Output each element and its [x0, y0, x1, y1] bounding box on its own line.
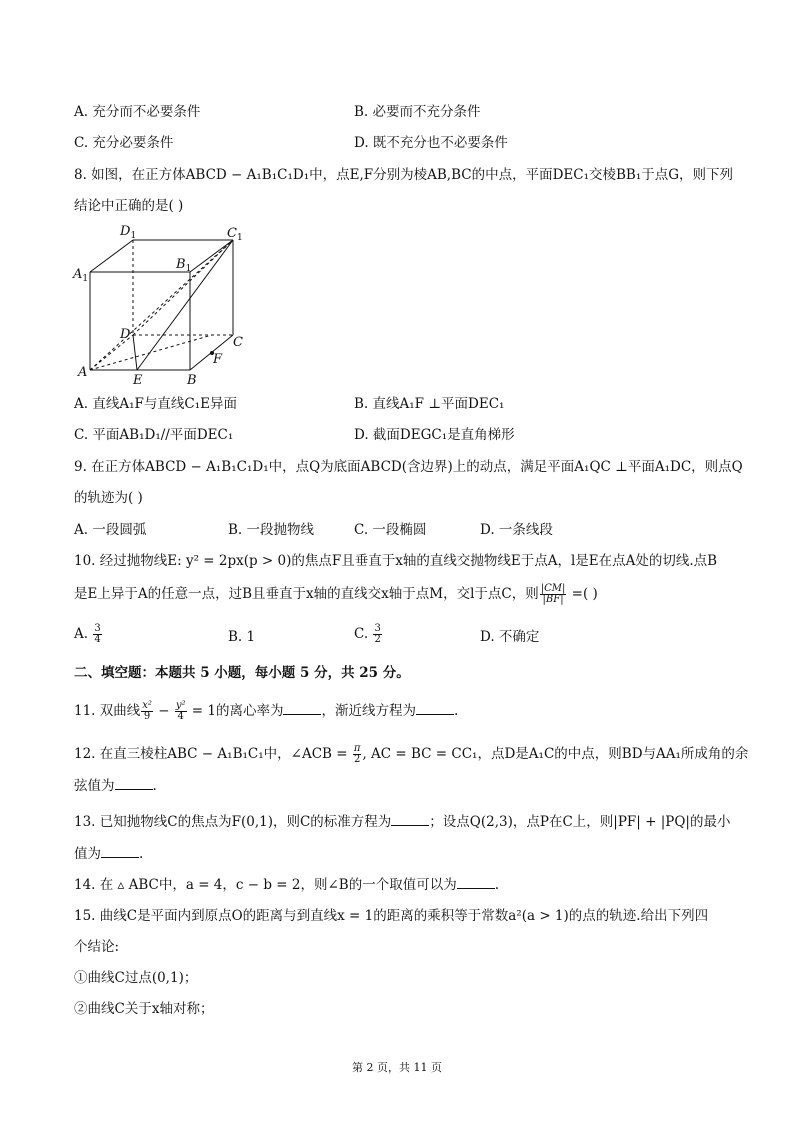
q7-option-d: D. 既不充分也不必要条件 [354, 135, 508, 151]
q7-option-b: B. 必要而不充分条件 [354, 104, 481, 120]
q8-stem-line1: 8. 如图，在正方体ABCD − A₁B₁C₁D₁中，点E,F分别为棱AB,BC的中点，平面DEC₁交棱BB₁于点G，则下列 [74, 167, 734, 183]
q11-blank-1[interactable] [283, 700, 321, 715]
q9-option-c: C. 一段椭圆 [354, 522, 427, 538]
q13-blank-2[interactable] [101, 843, 139, 858]
label-d1: $D_1$ [120, 224, 137, 241]
q10-option-c: C. $\frac{3}{2}$ [354, 623, 381, 645]
q9-option-d: D. 一条线段 [480, 522, 553, 538]
q9-stem-line1: 9. 在正方体ABCD − A₁B₁C₁D₁中，点Q为底面ABCD(含边界)上的动点，满足平面A₁QC ⊥平面A₁DC，则点Q [74, 459, 743, 475]
label-d: D [120, 327, 131, 342]
q9-option-b: B. 一段抛物线 [228, 522, 315, 538]
q14-stem: 14. 在 ▵ ABC中，a = 4，c − b = 2，则∠B的一个取值可以为 . [74, 874, 499, 895]
q7-option-a: A. 充分而不必要条件 [74, 104, 201, 120]
q9-stem-line2: 的轨迹为( ) [74, 490, 143, 506]
q11-blank-2[interactable] [416, 700, 454, 715]
label-a: A [78, 365, 88, 380]
q15-item-1: ①曲线C过点(0,1)； [74, 970, 198, 986]
q8-option-a: A. 直线A₁F与直线C₁E异面 [74, 396, 237, 412]
q10-option-d: D. 不确定 [480, 629, 540, 645]
label-f: F [213, 352, 223, 367]
q8-option-d: D. 截面DEGC₁是直角梯形 [354, 427, 515, 443]
q10-stem-line1: 10. 经过抛物线E: y² = 2px(p > 0)的焦点F且垂直于x轴的直线交抛物线E于点A，l是E在点A处的切线.点B [74, 553, 718, 569]
label-b: B [187, 373, 197, 388]
q12-stem-line2: 弦值为 . [74, 775, 157, 796]
cube-figure [70, 220, 260, 390]
q13-stem-line2: 值为 . [74, 843, 143, 864]
q10-option-a: A. $\frac{3}{4}$ [74, 623, 101, 645]
q7-option-c: C. 充分必要条件 [74, 135, 174, 151]
q15-stem-line2: 个结论: [74, 939, 120, 955]
q11-stem: 11. 双曲线 $\frac{\text{x²}}{9}$ − $\frac{\text{y²}}{4}$ = 1的离心率为 ，渐近线方程为 . [74, 700, 459, 722]
q13-blank-1[interactable] [391, 811, 429, 826]
q8-stem-line2: 结论中正确的是( ) [74, 198, 184, 214]
q10-option-b: B. 1 [228, 629, 256, 645]
q10-stem-line2: 是E上异于A的任意一点，过B且垂直于x轴的直线交x轴于点M，交l于点C，则 $\frac{|CM|}{|BF|}$ =( ) [74, 583, 598, 605]
q9-option-a: A. 一段圆弧 [74, 522, 147, 538]
q14-blank[interactable] [457, 874, 495, 889]
label-a1: $A_1$ [73, 267, 89, 284]
page-footer: 第 2 页，共 11 页 [352, 1061, 442, 1074]
q12-stem-line1: 12. 在直三棱柱ABC − A₁B₁C₁中，∠ACB = $\frac{\pi}{2}$ , AC = BC = CC₁，点D是A₁C的中点，则BD与AA₁所成角的余 [74, 743, 749, 765]
q12-blank[interactable] [115, 775, 153, 790]
label-c: C [233, 335, 243, 350]
q13-stem-line1: 13. 已知抛物线C的焦点为F(0,1)，则C的标准方程为 ；设点Q(2,3)，点P在C上，则|PF| + |PQ|的最小 [74, 811, 730, 832]
label-e: E [133, 373, 143, 388]
q10-fraction: $\frac{|CM|}{|BF|}$ [540, 583, 566, 605]
q8-option-c: C. 平面AB₁D₁//平面DEC₁ [74, 427, 234, 443]
label-b1: $B_1$ [176, 257, 192, 274]
label-c1: $C_1$ [227, 226, 243, 243]
q15-item-2: ②曲线C关于x轴对称； [74, 1001, 214, 1017]
q8-option-b: B. 直线A₁F ⊥平面DEC₁ [354, 396, 505, 412]
q15-stem-line1: 15. 曲线C是平面内到原点O的距离与到直线x = 1的距离的乘积等于常数a²(a > 1)的点的轨迹.给出下列四 [74, 908, 709, 924]
section-title-fill-blank: 二、填空题：本题共 5 小题，每小题 5 分，共 25 分。 [74, 665, 410, 681]
